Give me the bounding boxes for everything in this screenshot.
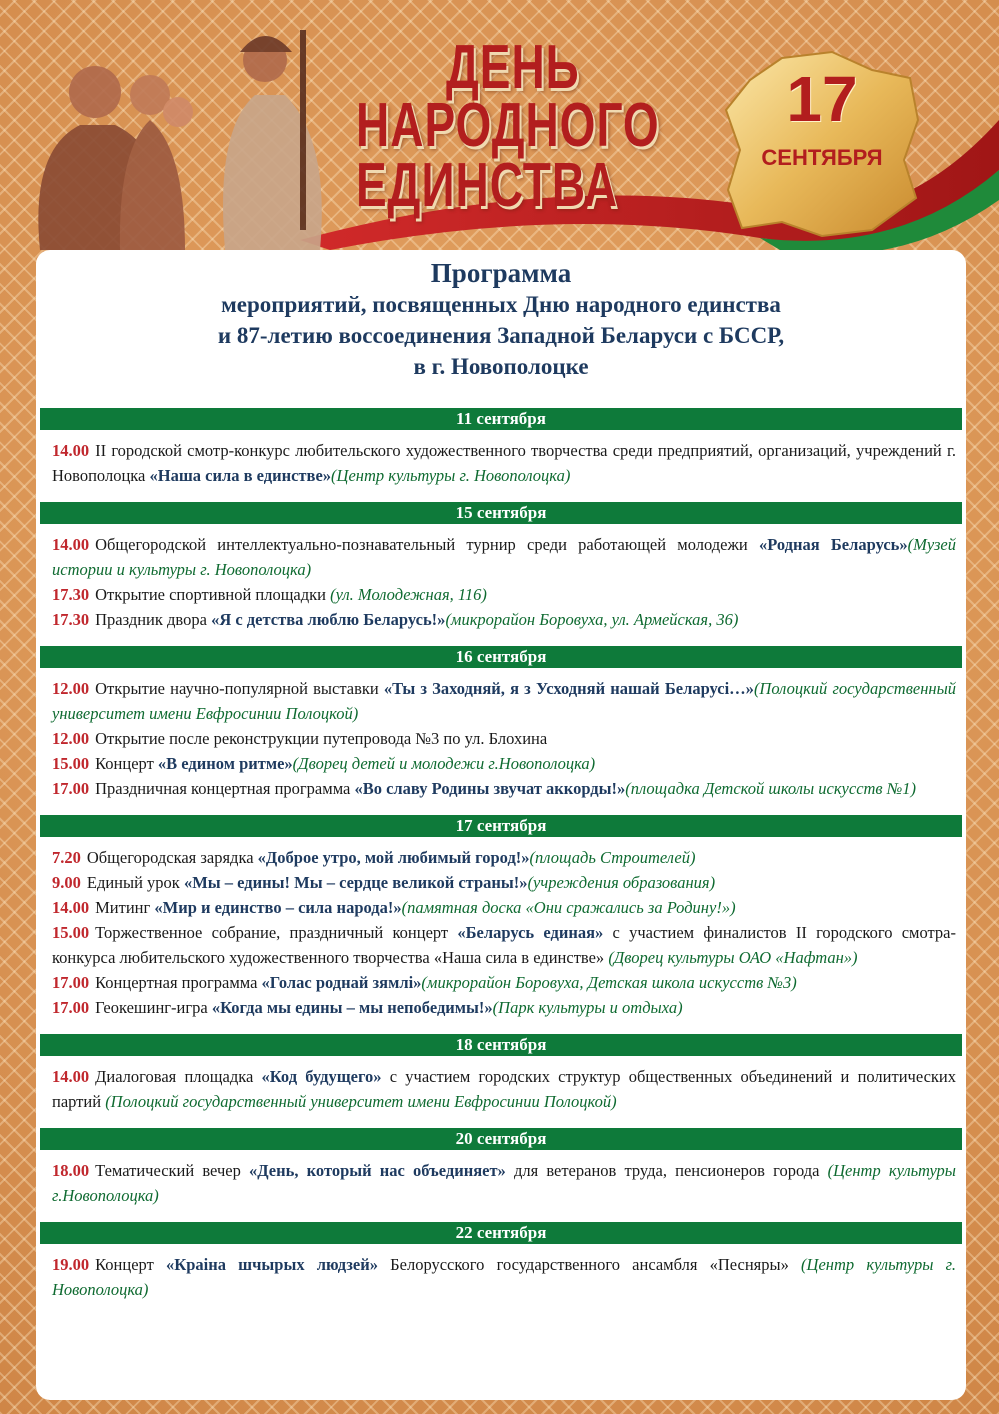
event-text: Диалоговая площадка: [95, 1067, 262, 1086]
event-name: «Наша сила в единстве»: [149, 466, 332, 485]
event-list: [40, 1244, 962, 1308]
title-line-1: ДЕНЬ: [446, 31, 580, 102]
date-bar: 22 сентября: [40, 1222, 962, 1244]
event-time: 17.30: [52, 610, 90, 629]
event-item: [52, 895, 956, 920]
event-item: [52, 870, 956, 895]
event-time: 14.00: [52, 1067, 90, 1086]
event-name: «Беларусь единая»: [457, 923, 604, 942]
badge-month: СЕНТЯБРЯ: [761, 145, 883, 170]
event-item: [52, 970, 956, 995]
event-item: [52, 676, 956, 726]
event-time: 9.00: [52, 873, 81, 892]
event-text: Открытие после реконструкции путепровода №3 по ул. Блохина: [95, 729, 548, 748]
event-name: «В едином ритме»: [157, 754, 293, 773]
event-location: (микрорайон Боровуха, ул. Армейская, 36): [445, 610, 739, 629]
event-name: «День, который нас объединяет»: [248, 1161, 506, 1180]
event-time: 7.20: [52, 848, 81, 867]
event-location: (площадь Строителей): [529, 848, 696, 867]
event-name: «Ты з Заходняй, я з Усходняй нашай Беларусі…»: [383, 679, 754, 698]
event-time: 12.00: [52, 729, 90, 748]
event-time: 12.00: [52, 679, 90, 698]
event-text: Праздник двора: [95, 610, 212, 629]
event-name: «Код будущего»: [261, 1067, 382, 1086]
program-title: Программа: [430, 258, 572, 288]
event-location: (Дворец детей и молодежи г.Новополоцка): [292, 754, 596, 773]
event-list: [40, 1150, 962, 1214]
event-time: 19.00: [52, 1255, 90, 1274]
date-bar: 20 сентября: [40, 1128, 962, 1150]
event-location: (площадка Детской школы искусств №1): [625, 779, 917, 798]
event-name: «Доброе утро, мой любимый город!»: [257, 848, 530, 867]
event-name: «Мир и единство – сила народа!»: [154, 898, 402, 917]
event-time: 17.00: [52, 973, 90, 992]
event-name: «Я с детства люблю Беларусь!»: [211, 610, 446, 629]
event-name: «Родная Беларусь»: [758, 535, 908, 554]
event-text: Открытие спортивной площадки: [95, 585, 331, 604]
event-item: [52, 920, 956, 970]
event-list: [40, 1056, 962, 1120]
event-location: (Полоцкий государственный университет имени Евфросинии Полоцкой): [105, 1092, 617, 1111]
event-location: (Центр культуры г. Новополоцка): [52, 1255, 956, 1299]
event-item: [52, 532, 956, 582]
event-list: [40, 524, 962, 638]
event-text: Геокешинг-игра: [95, 998, 212, 1017]
event-text: Открытие научно-популярной выставки: [95, 679, 384, 698]
event-location: (ул. Молодежная, 116): [330, 585, 487, 604]
event-text-extra: Белорусского государственного ансамбля «Песняры»: [377, 1255, 802, 1274]
event-item: [52, 1252, 956, 1302]
title-line-3: ЕДИНСТВА: [356, 149, 619, 220]
schedule: [40, 400, 962, 1308]
event-text-extra: с участием финалистов II городского смотра-конкурса любительского художественного творчества «Наша сила в единстве»: [52, 923, 956, 967]
event-text: Праздничная концертная программа: [95, 779, 355, 798]
event-item: [52, 751, 956, 776]
figures: [38, 30, 321, 250]
poster-header: [0, 0, 999, 250]
date-bar: 16 сентября: [40, 646, 962, 668]
event-item: [52, 776, 956, 801]
program-subtitle-2: и 87-летию воссоединения Западной Беларуси с БССР,: [217, 323, 785, 348]
event-text-extra: с участием городских структур общественных объединений и политических партий: [52, 1067, 956, 1111]
event-time: 14.00: [52, 898, 90, 917]
event-item: [52, 1064, 956, 1114]
event-item: [52, 726, 956, 751]
event-name: «Голас роднай зямлі»: [261, 973, 422, 992]
event-location: (Центр культуры г.Новополоцка): [52, 1161, 956, 1205]
event-item: [52, 1158, 956, 1208]
event-item: [52, 582, 956, 607]
event-time: 15.00: [52, 923, 90, 942]
event-name: «Во славу Родины звучат аккорды!»: [354, 779, 626, 798]
event-text: II городской смотр-конкурс любительского художественного творчества среди предприятий, организаций, учреждений г. Новополоцка: [52, 441, 956, 485]
event-time: 18.00: [52, 1161, 90, 1180]
event-text: Тематический вечер: [95, 1161, 249, 1180]
date-bar: 11 сентября: [40, 408, 962, 430]
event-time: 14.00: [52, 441, 90, 460]
event-text: Митинг: [95, 898, 155, 917]
event-name: «Краіна шчырых людзей»: [165, 1255, 378, 1274]
program-card: [36, 250, 966, 1400]
event-list: [40, 430, 962, 494]
event-location: (Полоцкий государственный университет имени Евфросинии Полоцкой): [52, 679, 957, 723]
badge-day: 17: [786, 63, 858, 135]
event-location: (микрорайон Боровуха, Детская школа искусств №3): [421, 973, 797, 992]
program-subtitle-1: мероприятий, посвященных Дню народного единства: [221, 292, 781, 317]
event-item: [52, 845, 956, 870]
program-subtitle-3: в г. Новополоцке: [413, 354, 589, 379]
event-text: Концертная программа: [95, 973, 262, 992]
event-time: 17.00: [52, 998, 90, 1017]
event-location: (памятная доска «Они сражались за Родину!»): [401, 898, 736, 917]
date-bar: 15 сентября: [40, 502, 962, 524]
date-bar: 18 сентября: [40, 1034, 962, 1056]
event-time: 17.00: [52, 779, 90, 798]
event-location: (Центр культуры г. Новополоцка): [331, 466, 571, 485]
event-location: (учреждения образования): [527, 873, 716, 892]
date-bar: 17 сентября: [40, 815, 962, 837]
event-location: (Музей истории и культуры г. Новополоцка): [52, 535, 956, 579]
event-location: (Дворец культуры ОАО «Нафтан»): [608, 948, 858, 967]
event-item: [52, 607, 956, 632]
event-name: «Мы – едины! Мы – сердце великой страны!»: [183, 873, 528, 892]
event-time: 17.30: [52, 585, 90, 604]
event-location: (Парк культуры и отдыха): [492, 998, 683, 1017]
event-list: [40, 668, 962, 807]
event-item: [52, 995, 956, 1020]
event-name: «Когда мы едины – мы непобедимы!»: [211, 998, 493, 1017]
event-text: Единый урок: [86, 873, 184, 892]
event-text: Общегородской интеллектуально-познавательный турнир среди работающей молодежи: [95, 535, 759, 554]
title-line-2: НАРОДНОГО: [356, 89, 660, 160]
event-time: 14.00: [52, 535, 90, 554]
event-text: Концерт: [95, 754, 158, 773]
event-item: [52, 438, 956, 488]
event-text-extra: для ветеранов труда, пенсионеров города: [505, 1161, 828, 1180]
event-list: [40, 837, 962, 1026]
event-text: Концерт: [95, 1255, 166, 1274]
event-time: 15.00: [52, 754, 90, 773]
event-text: Торжественное собрание, праздничный концерт: [95, 923, 458, 942]
event-text: Общегородская зарядка: [86, 848, 258, 867]
